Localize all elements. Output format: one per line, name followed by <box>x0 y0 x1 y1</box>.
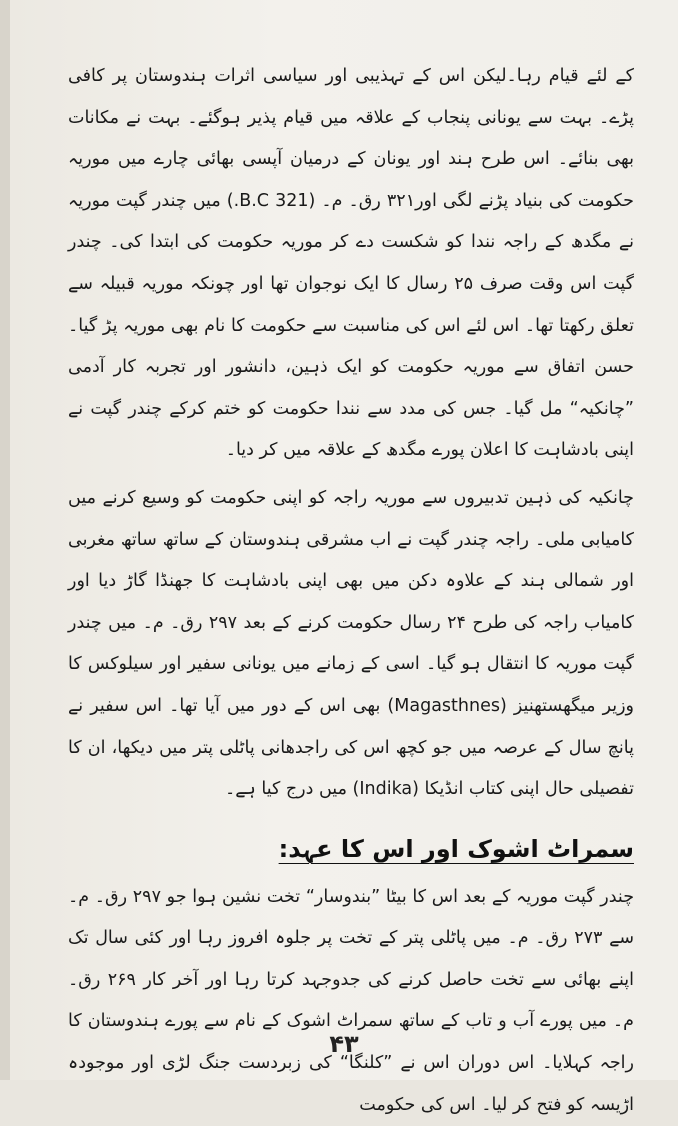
paragraph-1: کے لئے قیام رہا۔لیکن اس کے تہذیبی اور سیاسی اثرات ہندوستان پر کافی پڑے۔ بہت سے یونانی پنجاب کے علاقہ میں قیام پذیر ہوگئے۔ بہت نے مکانات بھی بنائے۔ اس طرح ہند اور یونان کے درمیان آپسی بھائی چارے میں موریہ حکومت کی بنیاد پڑنے لگی اور۳۲۱ رق۔ م۔ (321 B.C.) میں چندر گپت موریہ نے مگدھ کے راجہ نندا کو شکست دے کر موریہ حکومت کی ابتدا کی۔ چندر گپت اس وقت صرف ۲۵ رسال کا ایک نوجوان تھا اور چونکہ موریہ قبیلہ سے تعلق رکھتا تھا۔ اس لئے اس کی مناسبت سے حکومت کا نام بھی موریہ پڑ گیا۔ حسن اتفاق سے موریہ حکومت کو ایک ذہین، دانشور اور تجربہ کار آدمی ”چانکیہ“ مل گیا۔ جس کی مدد سے نندا حکومت کو ختم کرکے چندر گپت نے اپنی بادشاہت کا اعلان پورے مگدھ کے علاقہ میں کر دیا۔ <box>68 66 635 461</box>
section-heading: سمراٹ اشوک اور اس کا عہد: <box>278 834 634 863</box>
paragraph-2: چانکیہ کی ذہین تدبیروں سے موریہ راجہ کو اپنی حکومت کو وسیع کرنے میں کامیابی ملی۔ راجہ چندر گپت نے اب مشرقی ہندوستان کے ساتھ ساتھ مغربی اور شمالی ہند کے علاوہ دکن میں بھی اپنی بادشاہت کا جھنڈا گاڑ دیا اور کامیاب راجہ کی طرح ۲۴ رسال حکومت کرنے کے بعد ۲۹۷ رق۔ م۔ میں چندر گپت موریہ کا انتقال ہو گیا۔ اسی کے زمانے میں یونانی سفیر اور سیلوکس کا وزیر میگھستھنیز (Magasthnes) بھی اس کے دور میں آیا تھا۔ اس سفیر نے پانچ سال کے عرصہ میں جو کچھ اس کی راجدھانی پاٹلی پتر میں دیکھا، ان کا تفصیلی حال اپنی کتاب انڈیکا (Indika) میں درج کیا ہے۔ <box>68 487 634 800</box>
paragraph-3: چندر گپت موریہ کے بعد اس کا بیٹا ”بندوسار“ تخت نشین ہوا جو ۲۹۷ رق۔ م۔ سے ۲۷۳ رق۔ م۔ میں پاٹلی پتر کے تخت پر جلوہ افروز رہا اور کئی سال تک اپنے بھائی سے تخت حاصل کرنے کی جدوجہد کرتا رہا اور آخر کار ۲۶۹ رق۔ م۔ میں پورے آب و تاب کے ساتھ سمراٹ اشوک کے نام سے پورے ہندوستان کا راجہ کہلایا۔ اس دوران اس نے ”کلنگا“ کی زبردست جنگ لڑی اور موجودہ اڑیسہ کو فتح کر لیا۔ اس کی حکومت <box>68 886 635 1115</box>
page-number: ۴۳ <box>329 1030 359 1058</box>
page-text <box>68 56 634 1126</box>
